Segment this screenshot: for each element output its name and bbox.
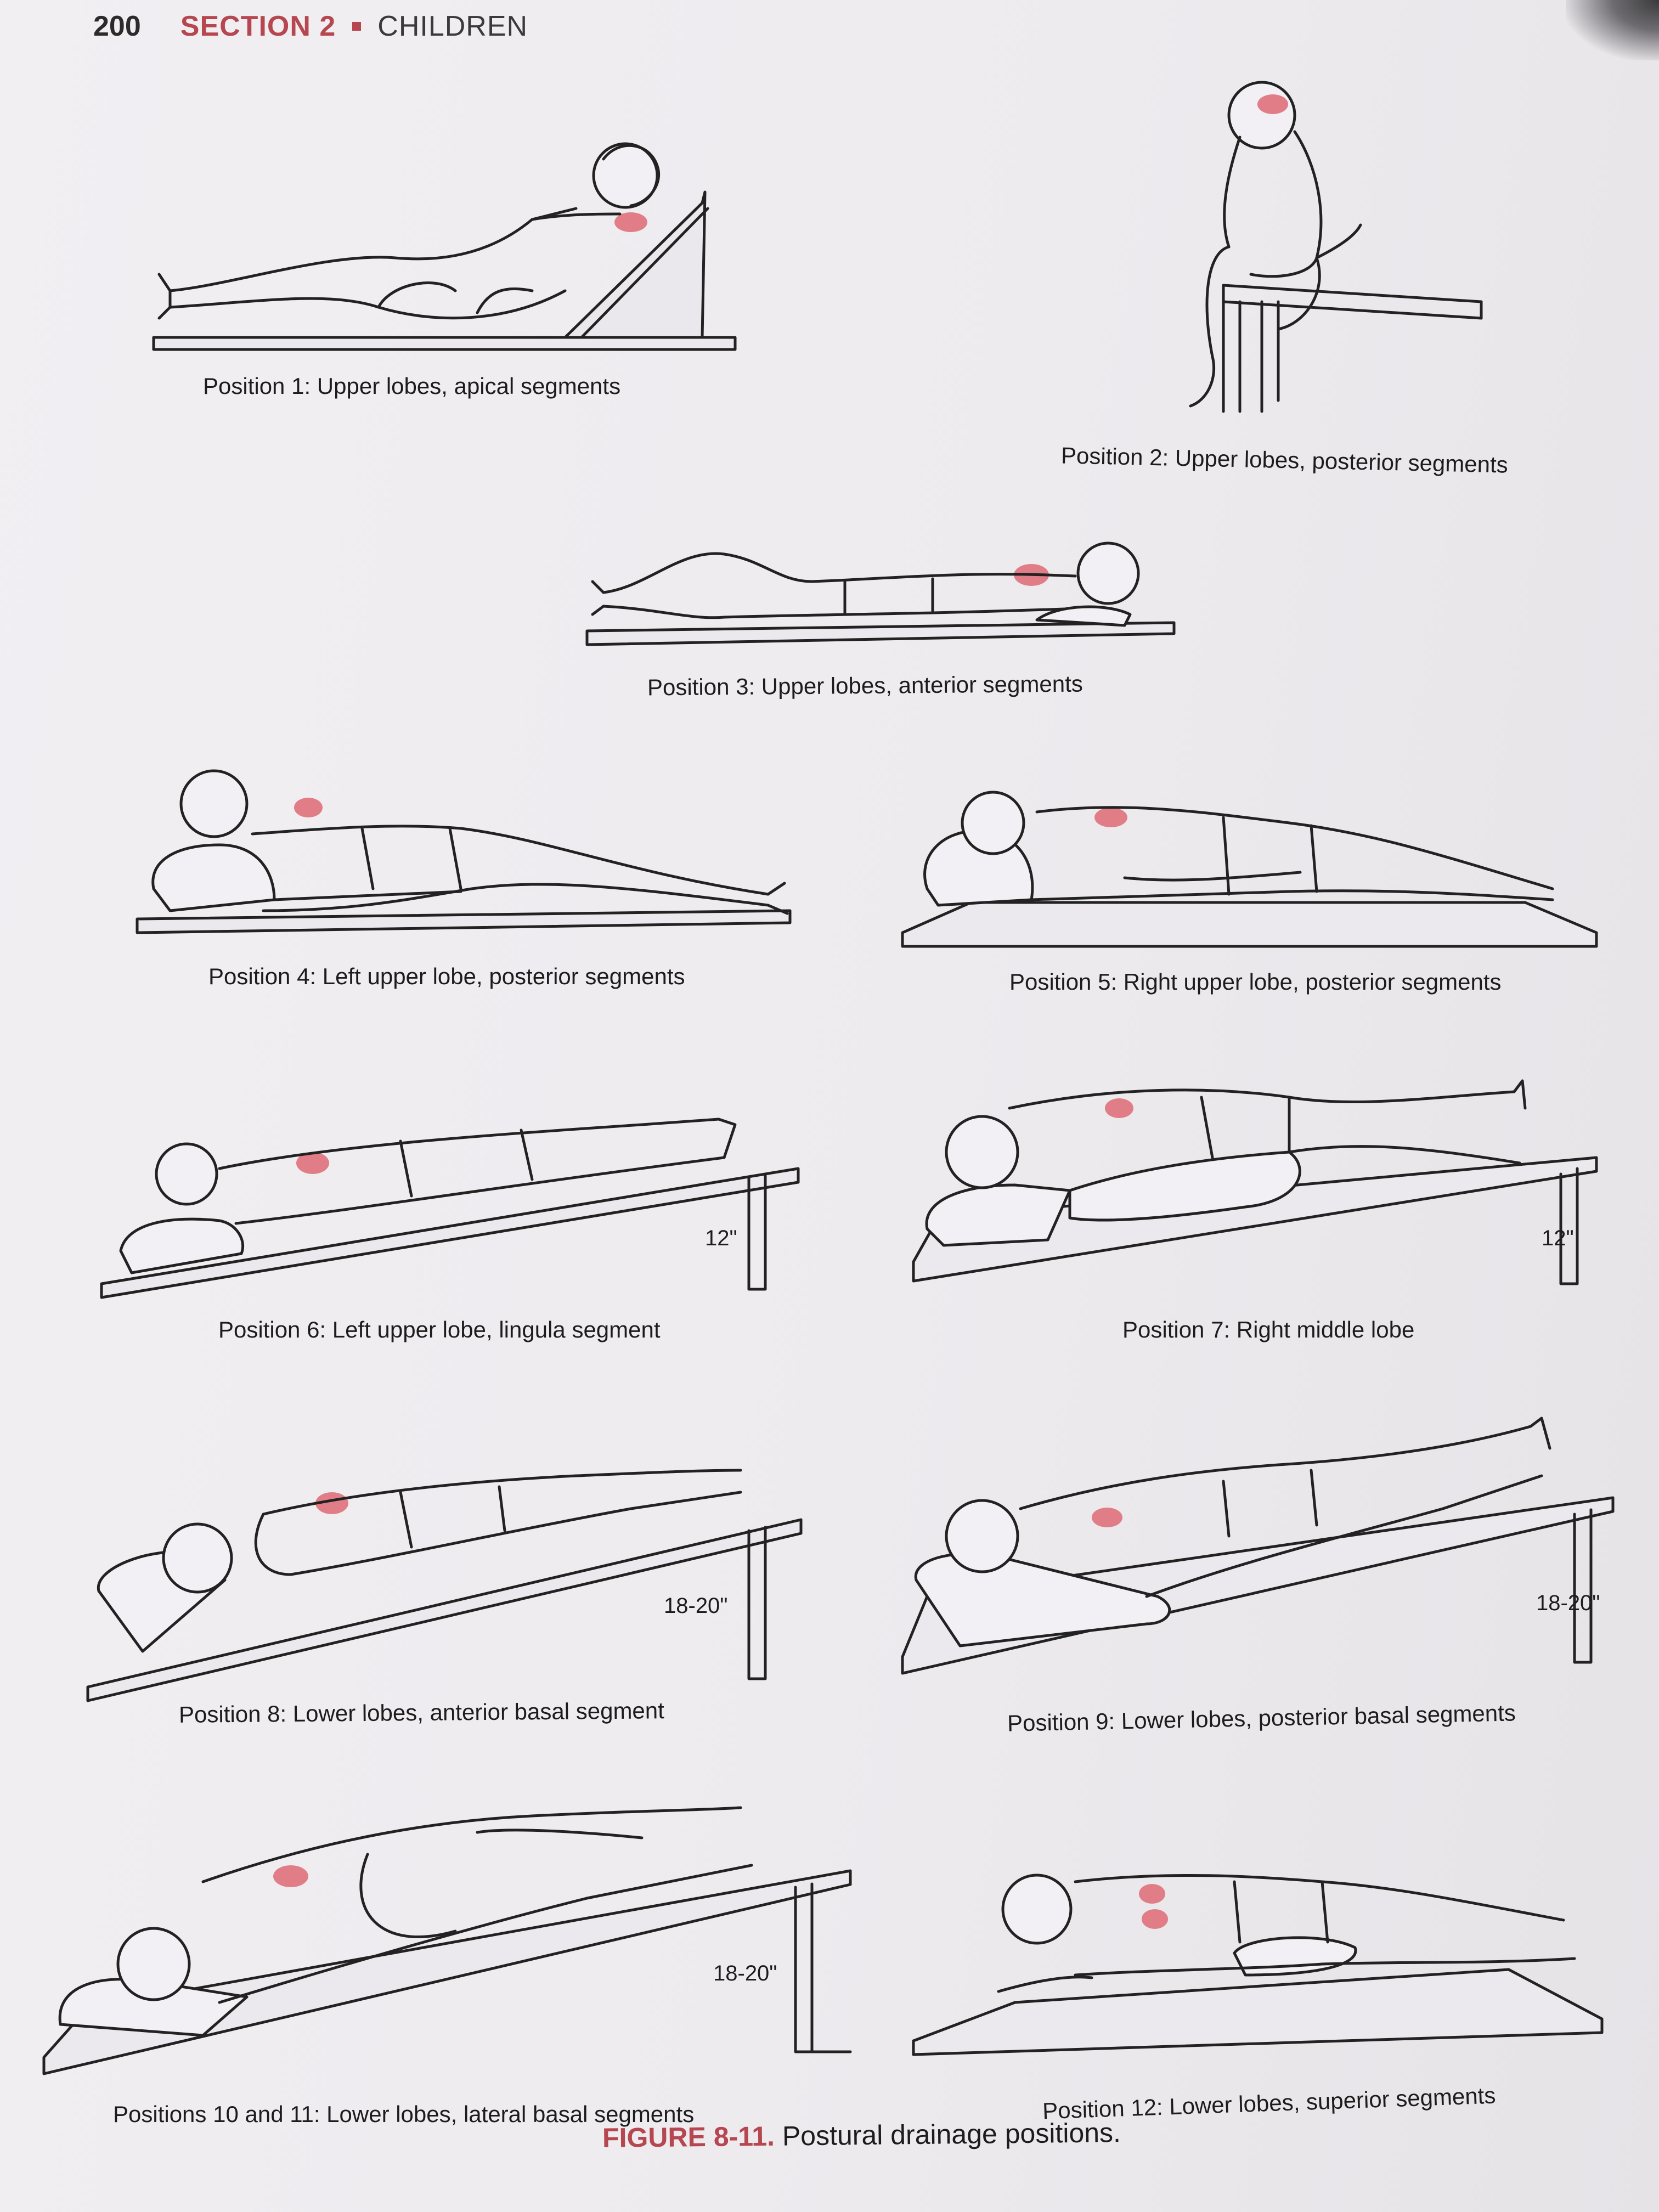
figure-label: FIGURE 8-11. bbox=[602, 2120, 775, 2153]
illustration-position-5 bbox=[894, 779, 1607, 960]
caption-position-12: Position 12: Lower lobes, superior segments bbox=[1042, 2082, 1497, 2124]
caption-position-3: Position 3: Upper lobes, anterior segments bbox=[647, 670, 1083, 701]
running-header bbox=[93, 4, 528, 48]
caption-position-7: Position 7: Right middle lobe bbox=[1122, 1317, 1415, 1342]
caption-position-5: Position 5: Right upper lobe, posterior segments bbox=[1009, 969, 1502, 995]
header-bullet bbox=[352, 22, 361, 31]
figure-title: Postural drainage positions. bbox=[782, 2117, 1121, 2152]
height-label-position-7: 12" bbox=[1542, 1226, 1574, 1250]
illustration-position-8 bbox=[82, 1470, 806, 1701]
illustration-position-3 bbox=[582, 527, 1185, 669]
figure-caption bbox=[602, 2117, 1121, 2154]
illustration-position-9 bbox=[894, 1415, 1624, 1679]
height-label-positions-10-11: 18-20" bbox=[713, 1961, 777, 1985]
height-label-position-6: 12" bbox=[705, 1226, 737, 1250]
caption-position-8: Position 8: Lower lobes, anterior basal segment bbox=[178, 1697, 665, 1728]
caption-position-4: Position 4: Left upper lobe, posterior segments bbox=[208, 963, 685, 989]
illustration-position-2 bbox=[1097, 71, 1492, 422]
page-number: 200 bbox=[93, 10, 141, 42]
caption-positions-10-11: Positions 10 and 11: Lower lobes, lateral basal segments bbox=[113, 2101, 695, 2127]
height-label-position-8: 18-20" bbox=[664, 1594, 728, 1618]
caption-position-2: Position 2: Upper lobes, posterior segments bbox=[1060, 442, 1509, 478]
caption-position-9: Position 9: Lower lobes, posterior basal segments bbox=[1007, 1700, 1516, 1736]
caption-position-1: Position 1: Upper lobes, apical segments bbox=[203, 373, 621, 399]
section-label: SECTION 2 bbox=[180, 10, 336, 42]
illustration-positions-10-11 bbox=[38, 1799, 861, 2085]
book-corner-shadow bbox=[1566, 0, 1659, 60]
chapter-label: CHILDREN bbox=[377, 10, 528, 42]
caption-position-6: Position 6: Left upper lobe, lingula segment bbox=[218, 1317, 661, 1342]
illustration-position-12 bbox=[905, 1838, 1613, 2068]
height-label-position-9: 18-20" bbox=[1536, 1591, 1600, 1615]
illustration-position-6 bbox=[93, 1114, 806, 1311]
illustration-position-7 bbox=[905, 1075, 1607, 1295]
illustration-position-1 bbox=[148, 126, 741, 357]
illustration-position-4 bbox=[132, 763, 801, 955]
